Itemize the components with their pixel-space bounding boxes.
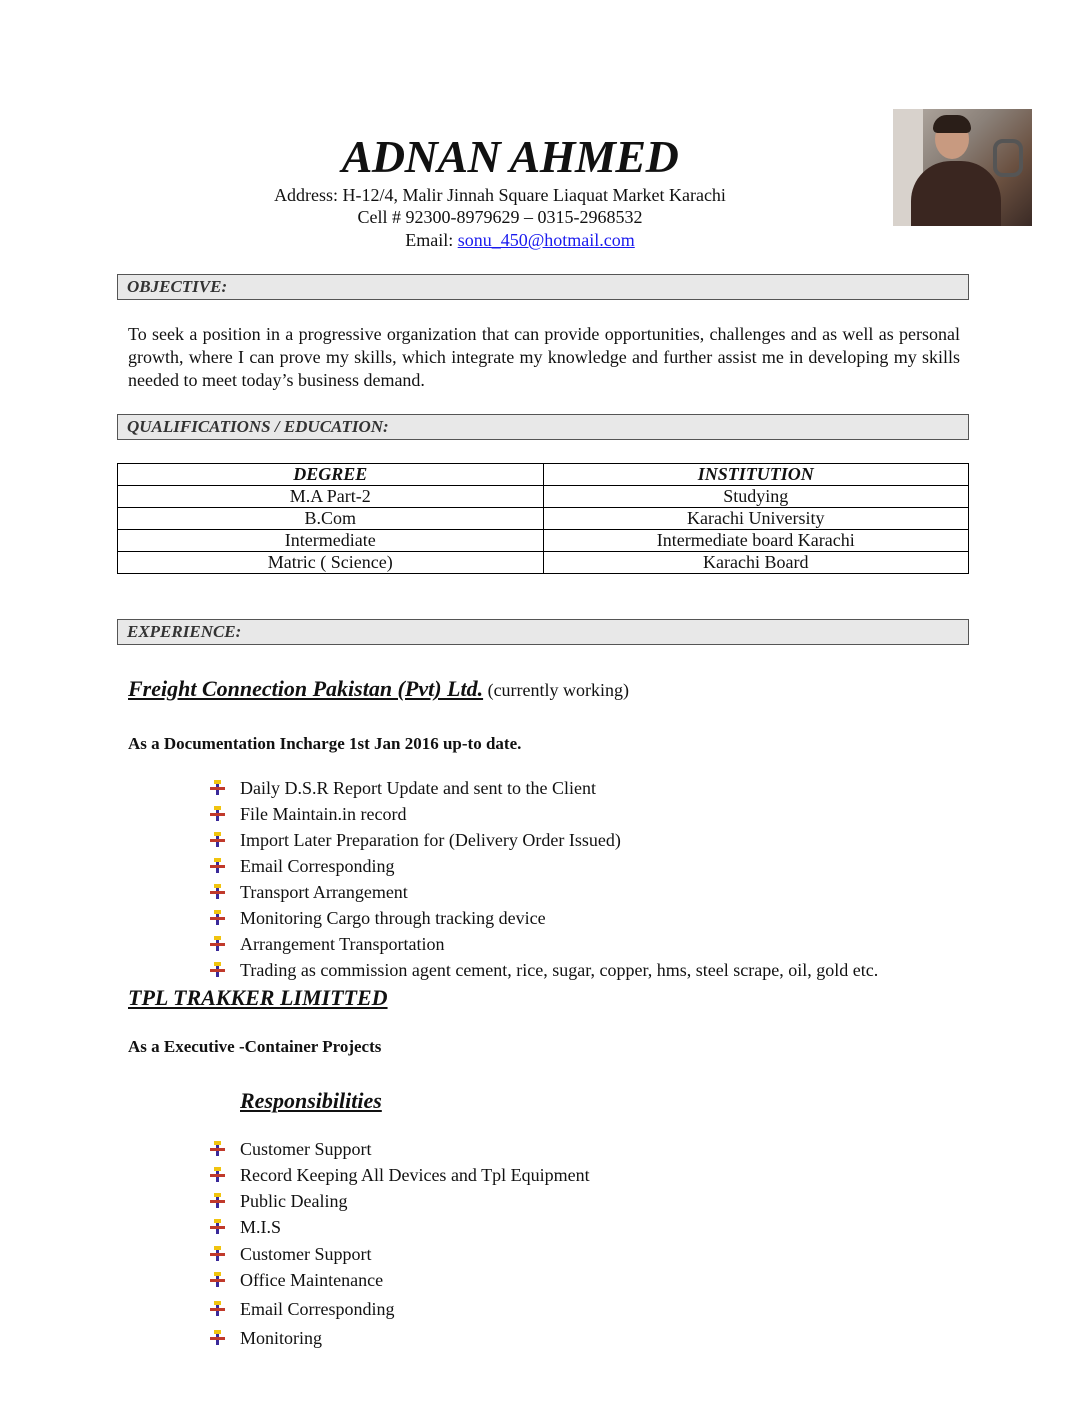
pin-bullet-icon <box>210 1219 225 1234</box>
institution-cell: Karachi University <box>543 508 969 530</box>
job1-status-note: (currently working) <box>483 680 630 700</box>
table-row <box>118 552 969 574</box>
table-row <box>118 530 969 552</box>
list-item: Customer Support <box>210 1243 590 1269</box>
objective-heading: OBJECTIVE: <box>117 274 969 300</box>
education-table <box>117 463 969 574</box>
candidate-name: ADNAN AHMED <box>341 131 679 182</box>
pin-bullet-icon <box>210 936 225 951</box>
list-item: File Maintain.in record <box>210 803 878 829</box>
pin-bullet-icon <box>210 780 225 795</box>
responsibilities-heading: Responsibilities <box>240 1088 382 1113</box>
pin-bullet-icon <box>210 832 225 847</box>
degree-cell: Matric ( Science) <box>118 552 544 574</box>
degree-cell: Intermediate <box>118 530 544 552</box>
list-item: Transport Arrangement <box>210 881 878 907</box>
pin-bullet-icon <box>210 1167 225 1182</box>
table-row <box>118 508 969 530</box>
degree-cell: M.A Part-2 <box>118 486 544 508</box>
institution-cell: Studying <box>543 486 969 508</box>
job1-title-line <box>128 676 629 702</box>
list-item: Monitoring <box>210 1327 590 1353</box>
job2-company-name: TPL TRAKKER LIMITTED <box>128 985 388 1010</box>
table-header-row <box>118 464 969 486</box>
list-item: M.I.S <box>210 1216 590 1243</box>
institution-cell: Karachi Board <box>543 552 969 574</box>
column-header-degree: DEGREE <box>118 464 544 486</box>
pin-bullet-icon <box>210 858 225 873</box>
column-header-institution: INSTITUTION <box>543 464 969 486</box>
list-item: Public Dealing <box>210 1190 590 1216</box>
job1-company-name: Freight Connection Pakistan (Pvt) Ltd. <box>128 676 484 701</box>
list-item: Record Keeping All Devices and Tpl Equipment <box>210 1164 590 1190</box>
education-heading: QUALIFICATIONS / EDUCATION: <box>117 414 969 440</box>
pin-bullet-icon <box>210 1246 225 1261</box>
list-item: Arrangement Transportation <box>210 933 878 959</box>
pin-bullet-icon <box>210 1193 225 1208</box>
pin-bullet-icon <box>210 1141 225 1156</box>
address-line: Address: H-12/4, Malir Jinnah Square Liaquat Market Karachi <box>274 185 726 205</box>
objective-text: To seek a position in a progressive organization that can provide opportunities, challenges and as well as personal growth, where I can prove my skills, which integrate my knowledge and further assist me in developing my skills needed to meet today’s business demand. <box>128 324 960 390</box>
pin-bullet-icon <box>210 1272 225 1287</box>
institution-cell: Intermediate board Karachi <box>543 530 969 552</box>
table-row <box>118 486 969 508</box>
degree-cell: B.Com <box>118 508 544 530</box>
list-item: Office Maintenance <box>210 1269 590 1298</box>
pin-bullet-icon <box>210 884 225 899</box>
job2-role: As a Executive -Container Projects <box>128 1037 382 1056</box>
email-label: Email: <box>405 230 458 250</box>
job1-duties-list <box>210 777 878 985</box>
job1-role: As a Documentation Incharge 1st Jan 2016 up-to date. <box>128 734 522 753</box>
list-item: Monitoring Cargo through tracking device <box>210 907 878 933</box>
experience-heading: EXPERIENCE: <box>117 619 969 645</box>
pin-bullet-icon <box>210 806 225 821</box>
pin-bullet-icon <box>210 1301 225 1316</box>
cell-line: Cell # 92300-8979629 – 0315-2968532 <box>357 207 643 227</box>
profile-photo <box>893 109 1032 226</box>
pin-bullet-icon <box>210 910 225 925</box>
list-item: Trading as commission agent cement, rice, sugar, copper, hms, steel scrape, oil, gold etc. <box>210 959 878 985</box>
list-item: Customer Support <box>210 1138 590 1164</box>
email-link[interactable]: sonu_450@hotmail.com <box>457 230 635 250</box>
pin-bullet-icon <box>210 1330 225 1345</box>
list-item: Daily D.S.R Report Update and sent to the Client <box>210 777 878 803</box>
list-item: Import Later Preparation for (Delivery Order Issued) <box>210 829 878 855</box>
job2-duties-list <box>210 1138 590 1353</box>
list-item: Email Corresponding <box>210 855 878 881</box>
list-item: Email Corresponding <box>210 1298 590 1327</box>
email-line <box>20 229 1020 251</box>
pin-bullet-icon <box>210 962 225 977</box>
